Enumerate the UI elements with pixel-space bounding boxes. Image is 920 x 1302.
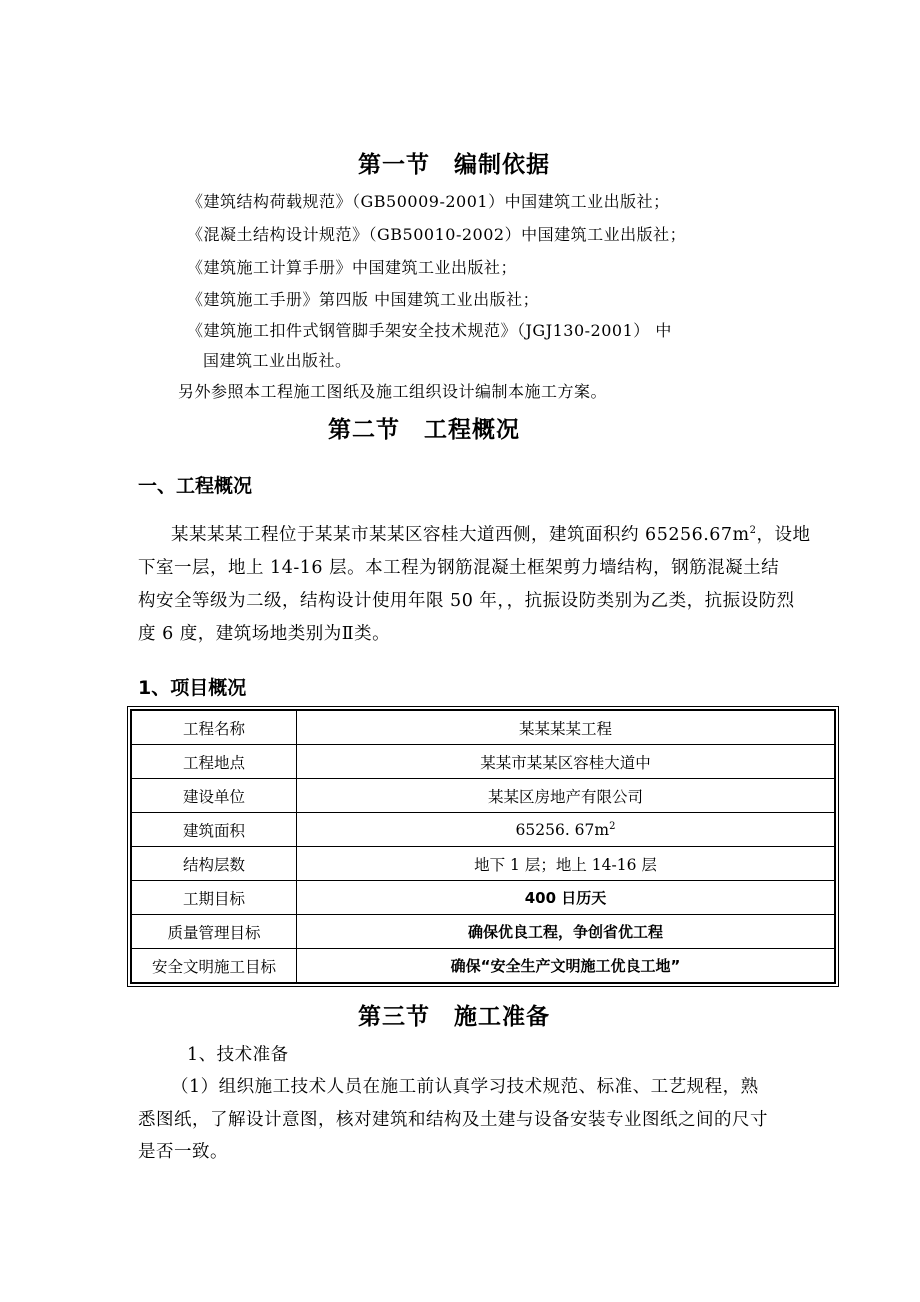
section-3-title: 第三节 施工准备 [358, 1004, 550, 1030]
table-row [131, 915, 835, 949]
reference-item: 《建筑施工扣件式钢管脚手架安全技术规范》（JGJ130-2001） 中 [187, 321, 672, 340]
table-row [131, 847, 835, 881]
subheading-technical-prep: 1、技术准备 [187, 1045, 289, 1065]
table-value-cell: 65256. $67m^2$ [297, 813, 836, 847]
table-label-cell: 工程地点 [131, 745, 297, 779]
section-2-title: 第二节 工程概况 [328, 417, 520, 443]
prep-line-3: 是否一致。 [138, 1142, 228, 1162]
table-value-cell: 400 日历天 [297, 881, 836, 915]
table-row [131, 745, 835, 779]
table-label-cell: 工程名称 [131, 710, 297, 745]
reference-item-continued: 国建筑工业出版社。 [203, 351, 352, 370]
table-value-cell: 某某区房地产有限公司 [297, 779, 836, 813]
prep-line-2: 悉图纸，了解设计意图，核对建筑和结构及土建与设备安装专业图纸之间的尺寸 [138, 1110, 768, 1130]
table-value-cell: 确保“安全生产文明施工优良工地” [297, 949, 836, 984]
table-row [131, 949, 835, 984]
table-label-cell: 质量管理目标 [131, 915, 297, 949]
table-label-cell: 工期目标 [131, 881, 297, 915]
reference-item: 《混凝土结构设计规范》（GB50010-2002）中国建筑工业出版社； [187, 225, 687, 244]
table-label-cell: 安全文明施工目标 [131, 949, 297, 984]
table-row [131, 881, 835, 915]
overview-line-1: 某某某某工程位于某某市某某区容桂大道西侧，建筑面积约 $65256.67m^2$，设地 [171, 525, 811, 545]
table-label-cell: 建筑面积 [131, 813, 297, 847]
table-label-cell: 建设单位 [131, 779, 297, 813]
reference-item: 《建筑施工手册》第四版 中国建筑工业出版社； [187, 290, 540, 309]
table-value-cell: 某某市某某区容桂大道中 [297, 745, 836, 779]
table-row [131, 710, 835, 745]
table-value-cell: 地下 1 层；地上 14-16 层 [297, 847, 836, 881]
overview-line-4: 度 6 度，建筑场地类别为Ⅱ类。 [138, 624, 391, 644]
subheading-project-overview: 1、项目概况 [138, 677, 247, 699]
table-row [131, 813, 835, 847]
table-value-cell: 某某某某工程 [297, 710, 836, 745]
table-row [131, 779, 835, 813]
reference-item: 《建筑结构荷载规范》（GB50009-2001）中国建筑工业出版社； [187, 192, 670, 211]
table-value-cell: 确保优良工程，争创省优工程 [297, 915, 836, 949]
subheading-overview: 一、工程概况 [138, 475, 253, 497]
overview-line-3: 构安全等级为二级，结构设计使用年限 50 年，，抗振设防类别为乙类，抗振设防烈 [138, 591, 795, 611]
project-info-table [130, 709, 836, 984]
table-label-cell: 结构层数 [131, 847, 297, 881]
prep-line-1: （1）组织施工技术人员在施工前认真学习技术规范、标准、工艺规程，熟 [171, 1077, 759, 1097]
reference-note: 另外参照本工程施工图纸及施工组织设计编制本施工方案。 [178, 382, 608, 401]
section-1-title: 第一节 编制依据 [358, 152, 550, 178]
reference-item: 《建筑施工计算手册》中国建筑工业出版社； [187, 258, 518, 277]
overview-line-2: 下室一层，地上 14-16 层。本工程为钢筋混凝土框架剪力墙结构，钢筋混凝土结 [138, 558, 780, 578]
